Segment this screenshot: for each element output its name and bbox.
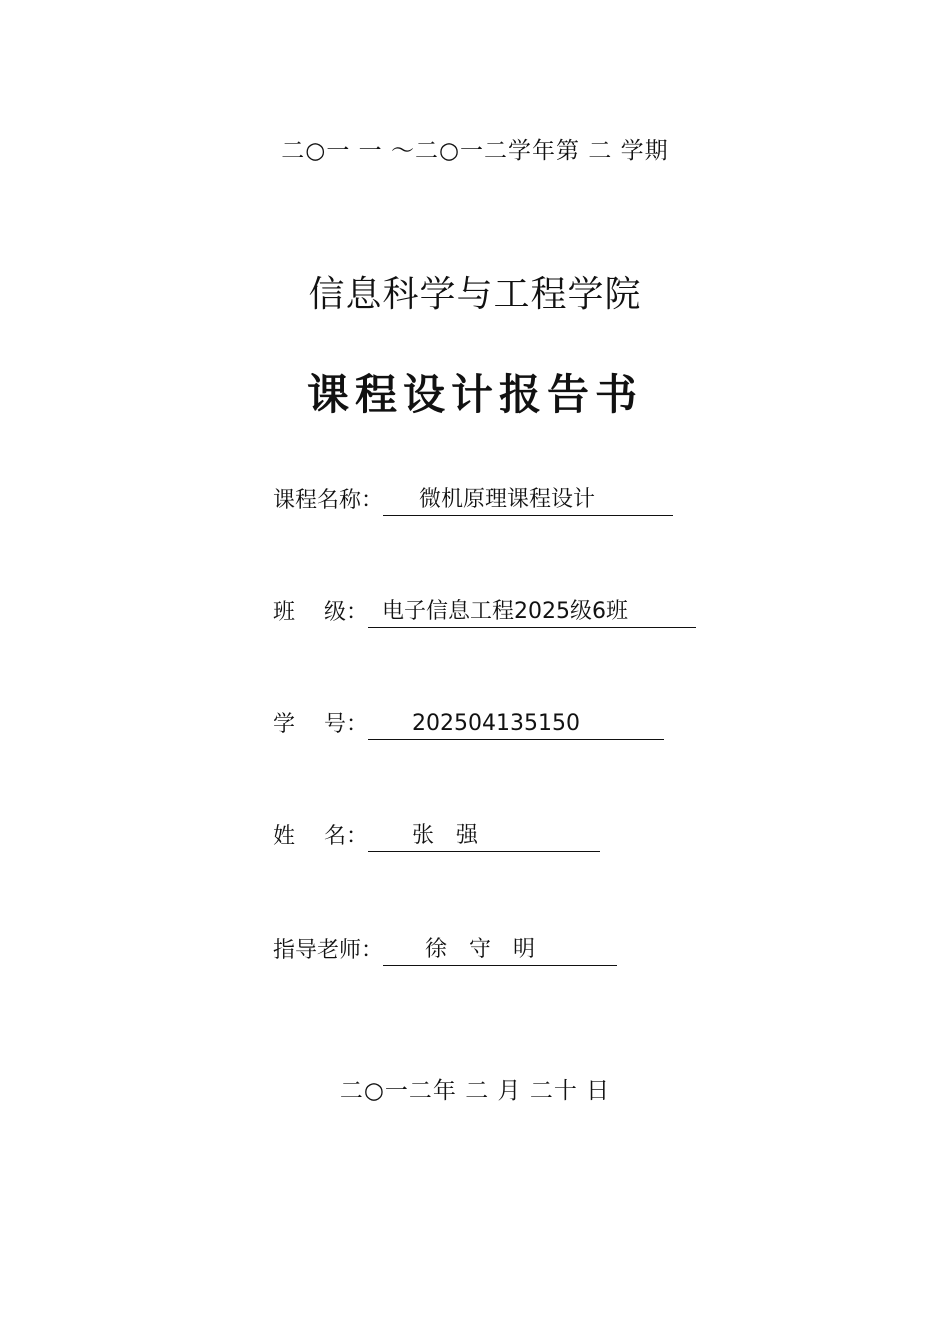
- class-value: 电子信息工程2025级6班: [368, 598, 696, 628]
- report-title: 课程设计报告书: [306, 370, 643, 419]
- semester-line: 二○一 一 ～二○一二学年第 二 学期: [281, 138, 669, 164]
- teacher-label: 指导老师：: [273, 938, 384, 963]
- student-id-value: 202504135150: [368, 710, 664, 740]
- student-name-label: 姓 名：: [273, 824, 368, 849]
- student-id-field: [273, 706, 664, 740]
- course-name-label: 课程名称：: [273, 488, 384, 513]
- class-field: [273, 594, 696, 628]
- college-name: 信息科学与工程学院: [308, 274, 642, 315]
- student-id-label: 学 号：: [273, 712, 368, 737]
- report-date: 二○一二年 二 月 二十 日: [339, 1078, 611, 1104]
- teacher-value: 徐 守 明: [383, 936, 617, 966]
- teacher-field: [273, 932, 617, 966]
- student-name-field: [273, 818, 600, 852]
- course-name-value: 微机原理课程设计: [383, 486, 673, 516]
- course-name-field: [273, 482, 673, 516]
- student-name-value: 张 强: [368, 822, 600, 852]
- class-label: 班 级：: [273, 600, 368, 625]
